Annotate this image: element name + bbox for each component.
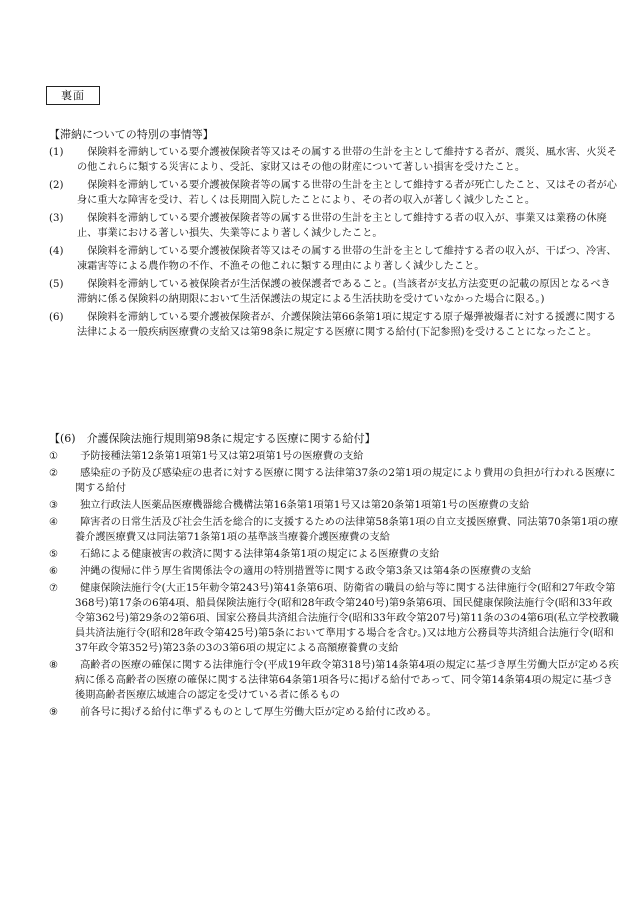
delinquency-heading: 【滞納についての特別の事情等】 bbox=[49, 128, 214, 141]
item-number: (2) bbox=[49, 180, 64, 191]
list-item bbox=[49, 244, 619, 274]
item-text: 感染症の予防及び感染症の患者に対する医療に関する法律第37条の2第1項の規定により費用の負担が行われる医療に関する給付 bbox=[75, 468, 616, 494]
item-number: (1) bbox=[49, 147, 64, 158]
list-item bbox=[49, 581, 619, 656]
item-number: ⑥ bbox=[49, 566, 59, 577]
item-text: 保険料を滞納している要介護被保険者等の属する世帯の生計を主として維持する者の収入が、事業又は業務の休廃止、事業における著しい損失、失業等により著しく減少したこと。 bbox=[77, 213, 607, 239]
item-text: 高齢者の医療の確保に関する法律施行令(平成19年政令第318号)第14条第4項の規定に基づき厚生労働大臣が定める疾病に係る高齢者の医療の確保に関する法律第64条第1項各号に掲げる給付であって、同令第14条第4項の規定に基づき後期高齢者医療広域連合の認定を受けている者に係るもの bbox=[75, 660, 619, 701]
item-number: (4) bbox=[49, 246, 64, 257]
list-item bbox=[49, 564, 619, 579]
item-text: 沖縄の復帰に伴う厚生省関係法令の適用の特別措置等に関する政令第3条又は第4条の医療費の支給 bbox=[80, 566, 532, 577]
list-item bbox=[49, 547, 619, 562]
item-number: (5) bbox=[49, 279, 64, 290]
item-number: (3) bbox=[49, 213, 64, 224]
list-item bbox=[49, 211, 619, 241]
side-label-box: 裏面 bbox=[46, 86, 100, 105]
item-text: 保険料を滞納している要介護被保険者等又はその属する世帯の生計を主として維持する者が、震災、風水害、火災その他これらに類する災害により、受託、家財又はその他の財産について著しい損害を受けたこと。 bbox=[77, 147, 617, 173]
delinquency-section bbox=[49, 128, 619, 343]
item-number: ② bbox=[49, 468, 59, 479]
list-item bbox=[49, 449, 619, 464]
list-item bbox=[49, 310, 619, 340]
item-text: 障害者の日常生活及び社会生活を総合的に支援するための法律第58条第1項の自立支援医療費、同法第70条第1項の療養介護医療費又は同法第71条第1項の基準該当療養介護医療費の支給 bbox=[75, 517, 619, 543]
benefits-list bbox=[49, 449, 619, 720]
list-item bbox=[49, 145, 619, 175]
item-text: 保険料を滞納している要介護被保険者等の属する世帯の生計を主として維持する者が死亡したこと、又はその者が心身に重大な障害を受け、若しくは長期間入院したことにより、その者の収入が著しく減少したこと。 bbox=[77, 180, 617, 206]
item-text: 石綿による健康被害の救済に関する法律第4条第1項の規定による医療費の支給 bbox=[80, 549, 440, 560]
delinquency-list bbox=[49, 145, 619, 340]
list-item bbox=[49, 466, 619, 496]
list-item bbox=[49, 277, 619, 307]
item-number: ③ bbox=[49, 500, 59, 511]
list-item bbox=[49, 498, 619, 513]
list-item bbox=[49, 515, 619, 545]
item-number: (6) bbox=[49, 312, 64, 323]
item-text: 予防接種法第12条第1項第1号又は第2項第1号の医療費の支給 bbox=[80, 451, 364, 462]
list-item bbox=[49, 658, 619, 703]
item-number: ⑤ bbox=[49, 549, 59, 560]
item-number: ⑧ bbox=[49, 660, 59, 671]
list-item bbox=[49, 178, 619, 208]
item-number: ① bbox=[49, 451, 59, 462]
item-text: 前各号に掲げる給付に準ずるものとして厚生労働大臣が定める給付に改める。 bbox=[80, 707, 437, 718]
item-number: ⑦ bbox=[49, 583, 59, 594]
benefits-heading: 【(6) 介護保険法施行規則第98条に規定する医療に関する給付】 bbox=[49, 432, 376, 445]
item-text: 保険料を滞納している要介護被保険者等又はその属する世帯の生計を主として維持する者の収入が、干ばつ、冷害、凍霜害等による農作物の不作、不漁その他これに類する理由により著しく減少したこと。 bbox=[77, 246, 617, 272]
item-number: ⑨ bbox=[49, 707, 59, 718]
item-text: 保険料を滞納している要介護被保険者が、介護保険法第66条第1項に規定する原子爆弾被爆者に対する援護に関する法律による一般疾病医療費の支給又は第98条に規定する医療に関する給付(下記参照)を受けることになったこと。 bbox=[77, 312, 617, 338]
item-number: ④ bbox=[49, 517, 59, 528]
benefits-section bbox=[49, 432, 619, 722]
list-item bbox=[49, 705, 619, 720]
item-text: 保険料を滞納している被保険者が生活保護の被保護者であること。(当該者が支払方法変更の記載の原因となるべき滞納に係る保険料の納期限において生活保護法の規定による生活扶助を受けていなかった場合に限る。) bbox=[77, 279, 611, 305]
item-text: 独立行政法人医薬品医療機器総合機構法第16条第1項第1号又は第20条第1項第1号の医療費の支給 bbox=[80, 500, 530, 511]
item-text: 健康保険法施行令(大正15年勅令第243号)第41条第6項、防衛省の職員の給与等に関する法律施行令(昭和27年政令第368号)第17条の6第4項、船員保険法施行令(昭和28年政令第240号)第9条第6項、国民健康保険法施行令(昭和33年政令第362号)第29条の2第6項、国家公務員共済組合法施行令(昭和33年政令第207号)第11条の3の4第6項(私立学校教職員共済法施行令(昭和28年政令第425号)第5条において準用する場合を含む。)又は地方公務員等共済組合法施行令(昭和37年政令第352号)第23条の3の3第6項の規定による高額療養費の支給 bbox=[75, 583, 619, 654]
